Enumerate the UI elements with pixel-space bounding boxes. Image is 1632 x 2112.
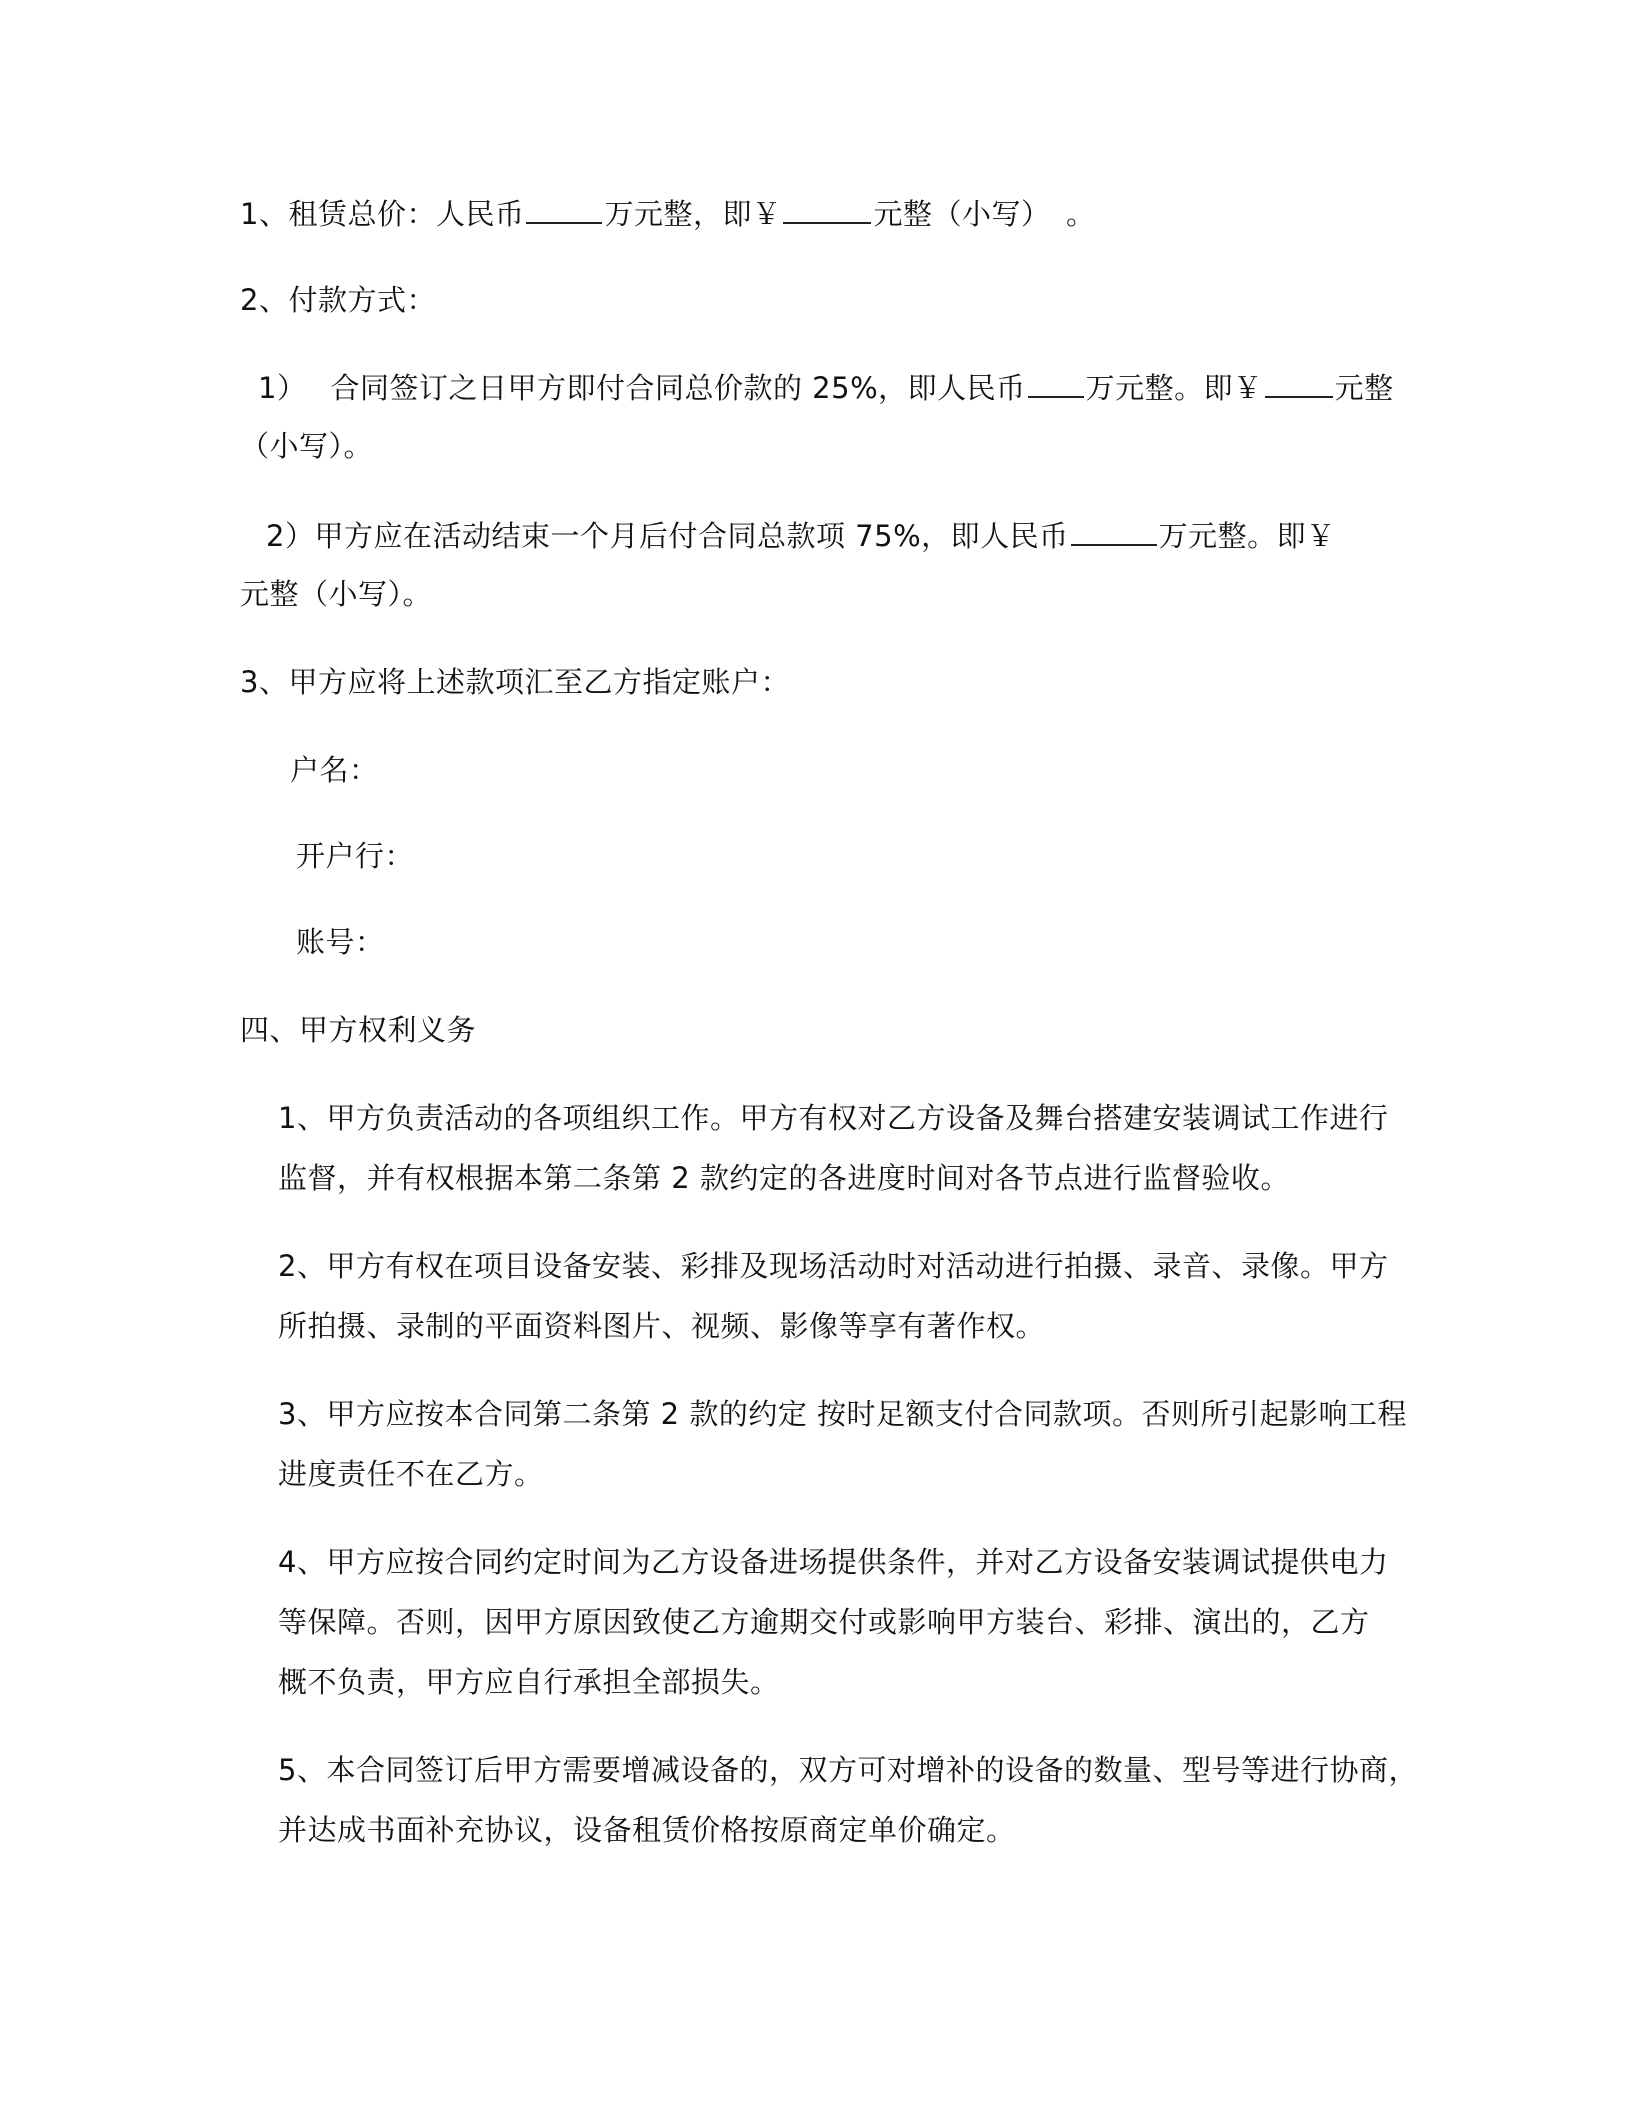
bank-label: 开户行：	[296, 839, 415, 873]
clause-5-line-2: 并达成书面补充协议，设备租赁价格按原商定单价确定。	[278, 1813, 1016, 1847]
blank-field	[526, 192, 602, 224]
total-price-label: 1、租赁总价：人民币	[240, 197, 525, 231]
payment-item-1-text: 合同签订之日甲方即付合同总价款的 25%，即人民币	[330, 371, 1026, 405]
total-price-small: 元整（小写）	[873, 197, 1036, 231]
payment-item-1-number: 1）	[258, 371, 307, 405]
clause-1-line-2: 监督，并有权根据本第二条第 2 款约定的各进度时间对各节点进行监督验收。	[278, 1161, 1290, 1195]
clause-2-line-2: 所拍摄、录制的平面资料图片、视频、影像等享有著作权。	[278, 1309, 1046, 1343]
blank-field	[783, 192, 871, 224]
payment-item-1	[258, 366, 1394, 408]
blank-field	[1071, 514, 1157, 546]
payment-item-1-mid: 万元整。即￥	[1085, 371, 1263, 405]
clause-5-line-1: 5、本合同签订后甲方需要增减设备的，双方可对增补的设备的数量、型号等进行协商，	[278, 1753, 1418, 1787]
clause-4-line-1: 4、甲方应按合同约定时间为乙方设备进场提供条件，并对乙方设备安装调试提供电力	[278, 1545, 1389, 1579]
clause-3-line-1: 3、甲方应按本合同第二条第 2 款的约定 按时足额支付合同款项。否则所引起影响工程	[278, 1397, 1408, 1431]
payment-item-2-cont: 元整（小写）。	[240, 577, 433, 611]
payment-method-heading: 2、付款方式：	[240, 283, 436, 317]
payment-item-2-end: 万元整。即￥	[1158, 519, 1336, 553]
total-price-mid: 万元整，即￥	[604, 197, 782, 231]
blank-field	[1265, 366, 1333, 398]
account-heading: 3、甲方应将上述款项汇至乙方指定账户：	[240, 665, 790, 699]
total-price-end: 。	[1065, 197, 1096, 231]
clause-4-line-2: 等保障。否则，因甲方原因致使乙方逾期交付或影响甲方装台、彩排、演出的，乙方	[278, 1605, 1370, 1639]
clause-4-line-3: 概不负责，甲方应自行承担全部损失。	[278, 1665, 780, 1699]
clause-1-line-1: 1、甲方负责活动的各项组织工作。甲方有权对乙方设备及舞台搭建安装调试工作进行	[278, 1101, 1389, 1135]
account-name-label: 户名：	[290, 753, 379, 787]
blank-field	[1028, 366, 1084, 398]
account-number-label: 账号：	[296, 925, 385, 959]
section-heading: 四、甲方权利义务	[240, 1013, 477, 1047]
clause-2-line-1: 2、甲方有权在项目设备安装、彩排及现场活动时对活动进行拍摄、录音、录像。甲方	[278, 1249, 1389, 1283]
payment-item-2	[266, 514, 1336, 556]
total-price-line	[240, 192, 1096, 234]
clause-3-line-2: 进度责任不在乙方。	[278, 1457, 544, 1491]
payment-item-1-end: 元整	[1334, 371, 1394, 405]
payment-item-1-cont: （小写）。	[240, 429, 374, 463]
payment-item-2-text: 2）甲方应在活动结束一个月后付合同总款项 75%，即人民币	[266, 519, 1069, 553]
